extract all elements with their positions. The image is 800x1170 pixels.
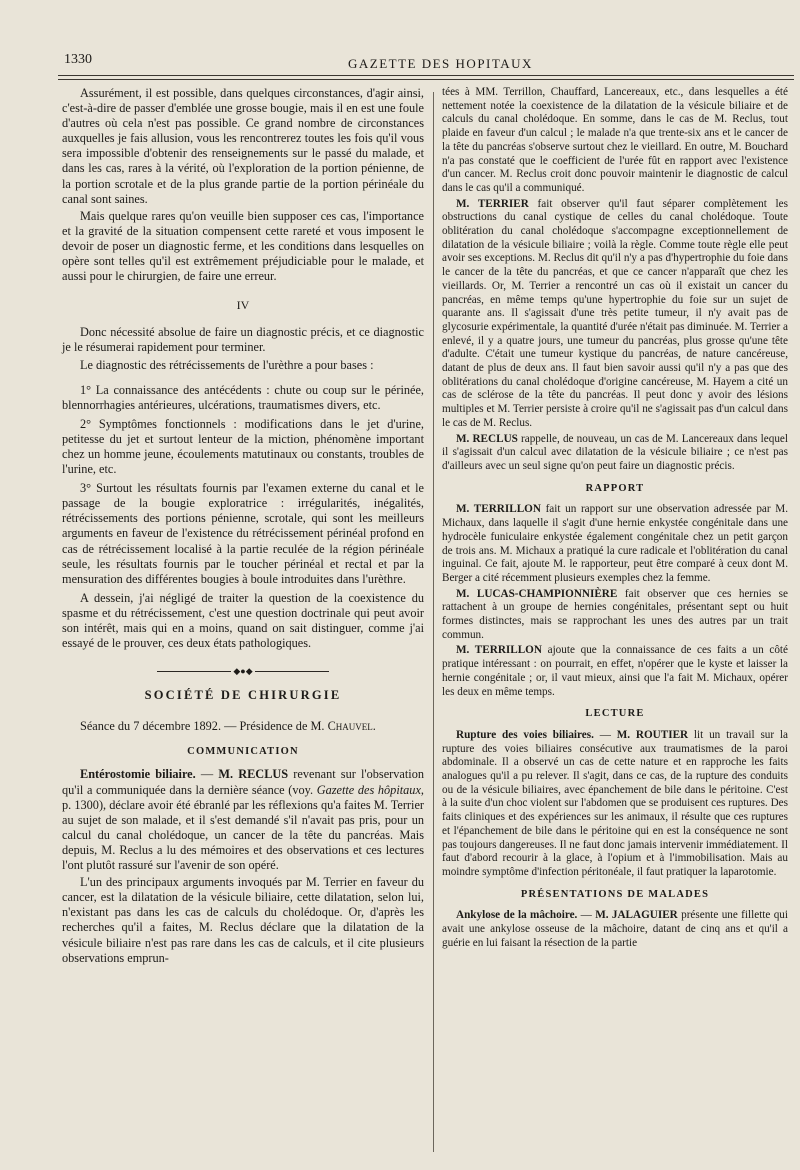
speaker-name: M. TERRILLON xyxy=(456,644,542,657)
paragraph: Entérostomie biliaire. — M. RECLUS revenant sur l'observation qu'il a communiquée dans la dernière séance (voy. Gazette des hôpitaux, p. 1300), déclare avoir été ébranlé par les réflexions qu'a faites M. Terrier au sujet de son malade, et il s'est demandé s'il n'avait pas pris, pour un calcul du canal cholédoque, un cancer de la tête du pancréas. Mais depuis, M. Reclus a lu des mémoires et des observations et ces lectures l'ont plutôt rassuré sur l'avenir de son opéré. xyxy=(62,767,425,873)
paragraph: Le diagnostic des rétrécissements de l'urèthre a pour bases : xyxy=(80,357,374,372)
article-title: Rupture des voies biliaires. xyxy=(456,728,594,741)
speaker-name: M. LUCAS-CHAMPIONNIÈRE xyxy=(456,587,618,600)
speaker-name: M. JALAGUIER xyxy=(595,909,678,922)
running-title: GAZETTE DES HOPITAUX xyxy=(348,56,533,71)
paragraph: M. TERRIER fait observer qu'il faut séparer complètement les obstructions du canal cystique de celles du canal cholédoque. Toute oblitération du canal cholédoque s'accompagne exceptionnellement de dilatation de la vésicule biliaire ; voilà la règle. Comme toute règle elle peut avoir ses exceptions. M. Reclus dit qu'il n'y a pas d'hypertrophie du foie dans le cancer de la tête du pancréas, et que ce cancer n'apparaît que chez les vieillards. Or, M. Terrier a rencontré un cas où il existait un cancer du pancréas, en même temps qu'une hypertrophie du foie sur un sujet de quarante ans. Il s'agissait d'une très petite tumeur, il n'y avait pas de glycosurie expérimentale, la quantité d'urée n'était pas diminuée. M. Terrier a enlevé, il y a quatre jours, une tumeur du pancréas, plus grosse qu'une tête d'adulte. C'était une tumeur kystique du pancréas, de nature cancéreuse, datant de plus de deux ans. Il faut bien savoir aussi qu'il n'y a pas que des oblitérations du canal cholédoque d'origine cancéreuse, M. Hayem a cité un cas de sclérose de la tête du pancréas. Il peut donc y avoir des lésions multiples et M. Terrier persiste à croire qu'il ne s'agissait pas d'un calcul dans le cas de M. Reclus. xyxy=(442,197,788,429)
lecture-heading: LECTURE xyxy=(585,708,645,720)
president-name: Chauvel xyxy=(327,719,373,734)
paragraph: tées à MM. Terrillon, Chauffard, Lancereaux, etc., dans lesquelles a été nettement notée la coexistence de la dilatation de la vésicule biliaire et de calculs du canal cholédoque. En somme, dans le cas de M. Reclus, tout plaide en faveur d'un calcul ; le malade n'a que trente-six ans et le cancer de la tête du pancréas s'observe surtout chez le vieillard. En outre, M. Bouchard n'a pas constaté que le coefficient de l'urée fût en rapport avec l'existence d'un cancer. M. Reclus croit donc pouvoir maintenir le diagnostic de calcul dans le cas qu'il a communiqué. xyxy=(442,86,788,194)
page-header xyxy=(58,44,794,74)
paragraph: M. TERRILLON ajoute que la connaissance de ces faits a un côté pratique intéressant : on pourrait, en effet, n'opérer que le kyste et laisser la hernie congénitale ; or, il vaut mieux, ainsi que l'a fait M. Michaux, opérer les deux en même temps. xyxy=(442,644,788,698)
rapport-heading: RAPPORT xyxy=(585,482,645,494)
presentations-heading: PRÉSENTATIONS DE MALADES xyxy=(520,888,710,900)
section-divider: ◆●◆ xyxy=(62,667,424,676)
speaker-name: M. RECLUS xyxy=(218,767,289,782)
page-number: 1330 xyxy=(64,52,92,67)
paragraph: A dessein, j'ai négligé de traiter la question de la coexistence du spasme et du rétrécissement, c'est une question doctrinale qui peut avoir son intérêt, mais qui en a moins, quand on sait distinguer, comme j'ai essayé de le prouver, ces deux états pathologiques. xyxy=(62,590,424,651)
paragraph: M. RECLUS rappelle, de nouveau, un cas de M. Lancereaux dans lequel il s'agissait d'un calcul avec dilatation de la vésicule biliaire ; ce n'est pas d'ailleurs avec un seul signe qu'on peut faire un diagnostic précis. xyxy=(442,432,788,472)
list-item: 3° Surtout les résultats fournis par l'examen externe du canal et le passage de la bougie exploratrice : irrégularités, inégalités, rétrécissements des portions pénienne, scrotale, qui sont les meilleurs arguments en faveur de l'existence du rétrécissement périnéal profond en cas de rétrécissement localisé à la partie reculée de la région périnéale seule, les résultats fournis par le toucher périnéal et rectal et par la mensuration des différentes bougies à boule introduites dans l'urèthre. xyxy=(62,481,424,586)
left-column xyxy=(62,86,424,968)
paragraph: Assurément, il est possible, dans quelques circonstances, d'agir ainsi, c'est-à-dire de passer d'emblée une grosse bougie, mais il en est une foule d'autres où cela n'est pas possible. Ce grand nombre de circonstances auxquelles je fais allusion, vous les rencontrerez toutes les fois qu'il vous sera impossible d'obtenir des renseignements sur le passé du malade, et dans les cas, rares à la vérité, où l'exploration de la portion pénienne, de la portion scrotale et de la plus grande partie de la portion périnéale du canal sont saines. xyxy=(62,86,424,206)
list-item: 2° Symptômes fonctionnels : modifications dans le jet d'urine, petitesse du jet et surtout lenteur de la miction, phénomène important chez un homme jeune, écoulements matutinaux ou constants, troubles de l'urine, etc. xyxy=(62,416,424,477)
paragraph: Rupture des voies biliaires. — M. ROUTIER lit un travail sur la rupture des voies biliaires consécutive aux traumatismes de la paroi abdominale. Il a observé un cas de cette nature et en rapproche les faits analogues qu'il a pu relever. Il s'agit, dans ce cas, de la rupture des conduits ou de la vésicule biliaires, avec épanchement de bile dans le péritoine. C'est à la suite d'un choc violent sur l'abdomen que se produisent ces ruptures. Des faits cliniques et des expériences sur les animaux, il résulte que ces ruptures et l'épanchement de bile dans le péritoine qui en est la conséquence ne sont pas toujours dangereuses. Il ne faut donc jamais intervenir immédiatement. Il faut d'abord recourir à la glace, à l'opium et à l'immobilisation. Mais au moindre symptôme d'infection péritonéale, il faut pratiquer la laparotomie. xyxy=(442,728,789,878)
paragraph: L'un des principaux arguments invoqués par M. Terrier en faveur du cancer, est la dilatation de la vésicule biliaire, cette dilatation, selon lui, n'existant pas dans les cas de calculs du cholédoque. Or, d'après les recherches qu'il a faites, M. Reclus déclare que la dilatation de la vésicule biliaire n'est pas rare dans les cas de calculs, et il cite plusieurs observations emprun- xyxy=(62,875,424,965)
paragraph: M. LUCAS-CHAMPIONNIÈRE fait observer que ces hernies se rattachent à un groupe de hernies congénitales, présentant sept ou huit formes distinctes, mais se rapprochant les unes des autres par un trait commun. xyxy=(442,587,788,641)
speaker-name: M. TERRIER xyxy=(456,197,529,210)
column-divider xyxy=(433,92,434,1152)
communication-heading: COMMUNICATION xyxy=(187,746,299,758)
speaker-name: M. RECLUS xyxy=(456,432,518,445)
list-item: 1° La connaissance des antécédents : chute ou coup sur le périnée, blennorrhagies antérieures, ulcérations, traumatismes divers, etc. xyxy=(62,382,424,412)
paragraph: Mais quelque rares qu'on veuille bien supposer ces cas, l'importance et la gravité de la situation compensent cette rareté et vous imposent le devoir de poser un diagnostic ferme, et les conditions dans lesquelles on opère sont telles qu'il est extrêmement préjudiciable pour le malade, et aussi pour le chirurgien, de faire une erreur. xyxy=(62,208,424,284)
society-title: SOCIÉTÉ DE CHIRURGIE xyxy=(144,688,342,703)
header-rule xyxy=(58,75,794,76)
section-number: IV xyxy=(236,298,250,313)
paragraph: Donc nécessité absolue de faire un diagnostic précis, et ce diagnostic je le résumerai rapidement pour terminer. xyxy=(62,325,424,355)
journal-reference: Gazette des hôpitaux xyxy=(316,782,421,797)
speaker-name: M. TERRILLON xyxy=(456,503,541,516)
article-title: Ankylose de la mâchoire. xyxy=(456,909,578,922)
paragraph: M. TERRILLON fait un rapport sur une observation adressée par M. Michaux, dans laquelle il s'agit d'une hernie enkystée congénitale dans une hydrocèle funiculaire enkystée également congénitale chez un petit garçon de trois ans. M. Michaux a pratiqué la cure radicale et l'oblitération du canal inguinal. Ce fait, ajoute M. le rapporteur, peut être comparé à ceux dont M. Berger a cité récemment plusieurs exemples chez la femme. xyxy=(442,503,789,584)
session-line: Séance du 7 décembre 1892. — Présidence de M. Chauvel. xyxy=(80,719,376,734)
header-rule xyxy=(58,79,794,80)
speaker-name: M. ROUTIER xyxy=(616,728,689,741)
right-column xyxy=(442,86,788,952)
article-title: Entérostomie biliaire. xyxy=(80,767,196,782)
paragraph: Ankylose de la mâchoire. — M. JALAGUIER présente une fillette qui avait une ankylose osseuse de la mâchoire, datant de cinq ans et qu'il a guérie en lui faisant la résection de la partie xyxy=(442,909,788,949)
